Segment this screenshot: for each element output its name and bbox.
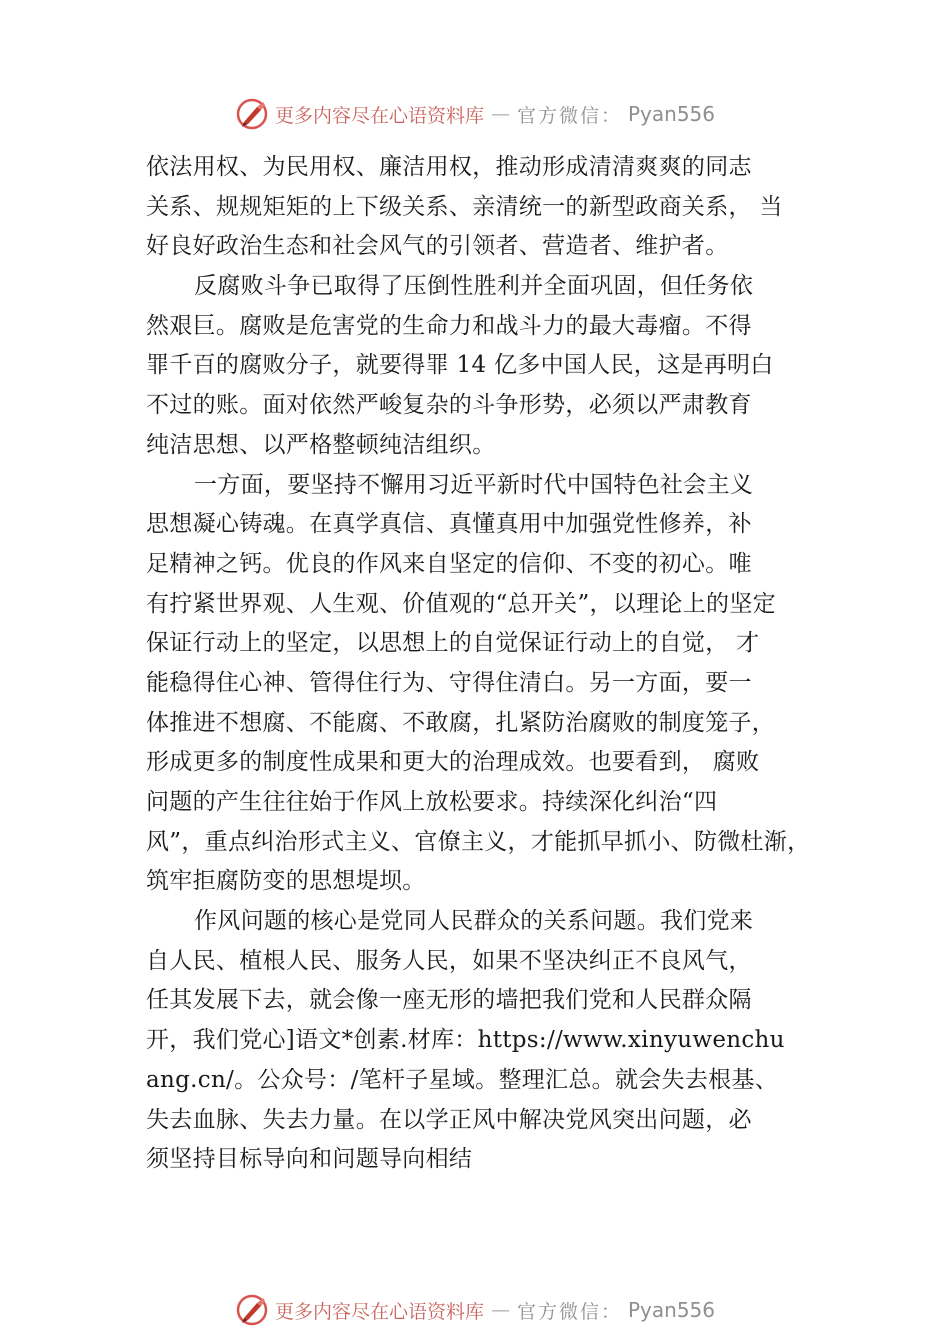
brand-logo-icon (235, 1293, 269, 1327)
footer-wechat-label: 官方微信： (516, 1300, 622, 1323)
text-line: 风”，重点纠治形式主义、官僚主义，才能抓早抓小、防微杜渐， (146, 828, 811, 855)
header-watermark (0, 94, 950, 134)
text-line: ang.cn/。公众号：/笔杆子星域。整理汇总。就会失去根基、 (146, 1066, 779, 1093)
footer-wechat-id: Pyan556 (628, 1298, 716, 1322)
text-line: 形成更多的制度性成果和更大的治理成效。也要看到， 腐败 (146, 749, 760, 776)
text-line: 自人民、植根人民、服务人民，如果不坚决纠正不良风气， (146, 947, 752, 974)
text-line: 失去血脉、失去力量。在以学正风中解决党风突出问题，必 (146, 1106, 752, 1133)
brand-logo-icon (235, 97, 269, 131)
text-line: 关系、规规矩矩的上下级关系、亲清统一的新型政商关系， 当 (146, 193, 783, 220)
text-line: 有拧紧世界观、人生观、价值观的“总开关”，以理论上的坚定 (146, 590, 776, 617)
header-separator: — (490, 103, 510, 125)
text-line: 筑牢拒腐防变的思想堤坝。 (146, 868, 426, 895)
text-line: 体推进不想腐、不能腐、不敢腐，扎紧防治腐败的制度笼子， (146, 709, 776, 736)
text-line: 足精神之钙。优良的作风来自坚定的信仰、不变的初心。唯 (146, 550, 752, 577)
text-line: 然艰巨。腐败是危害党的生命力和战斗力的最大毒瘤。不得 (146, 312, 752, 339)
text-line: 好良好政治生态和社会风气的引领者、营造者、维护者。 (146, 233, 729, 260)
text-line: 纯洁思想、以严格整顿纯洁组织。 (146, 431, 496, 458)
text-line: 能稳得住心神、管得住行为、守得住清白。另一方面，要一 (146, 669, 752, 696)
text-line: 开，我们党心]语文*创素.材库：https://www.xinyuwenchu (146, 1027, 785, 1054)
text-line: 依法用权、为民用权、廉洁用权，推动形成清清爽爽的同志 (146, 154, 752, 180)
header-wechat-label: 官方微信： (516, 104, 622, 127)
text-line: 思想凝心铸魂。在真学真信、真懂真用中加强党性修养，补 (146, 511, 752, 538)
footer-brand-text: 更多内容尽在心语资料库 (274, 1300, 484, 1323)
text-line: 罪千百的腐败分子，就要得罪 14 亿多中国人民，这是再明白 (146, 352, 774, 379)
footer-separator: — (490, 1299, 510, 1321)
text-line: 保证行动上的坚定，以思想上的自觉保证行动上的自觉， 才 (146, 630, 760, 657)
text-line: 问题的产生往往始于作风上放松要求。持续深化纠治“四 (146, 789, 718, 815)
text-line: 须坚持目标导向和问题导向相结 (146, 1146, 473, 1173)
header-wechat-id: Pyan556 (628, 102, 716, 126)
paragraph-start: 作风问题的核心是党同人民群众的关系问题。我们党来 (194, 908, 754, 935)
document-body (146, 148, 846, 1180)
text-line: 任其发展下去，就会像一座无形的墙把我们党和人民群众隔 (146, 987, 752, 1014)
paragraph-start: 反腐败斗争已取得了压倒性胜利并全面巩固，但任务依 (194, 273, 754, 300)
paragraph-start: 一方面，要坚持不懈用习近平新时代中国特色社会主义 (194, 471, 754, 498)
header-brand-text: 更多内容尽在心语资料库 (274, 104, 484, 127)
text-line: 不过的账。面对依然严峻复杂的斗争形势，必须以严肃教育 (146, 392, 752, 419)
footer-watermark (0, 1290, 950, 1330)
